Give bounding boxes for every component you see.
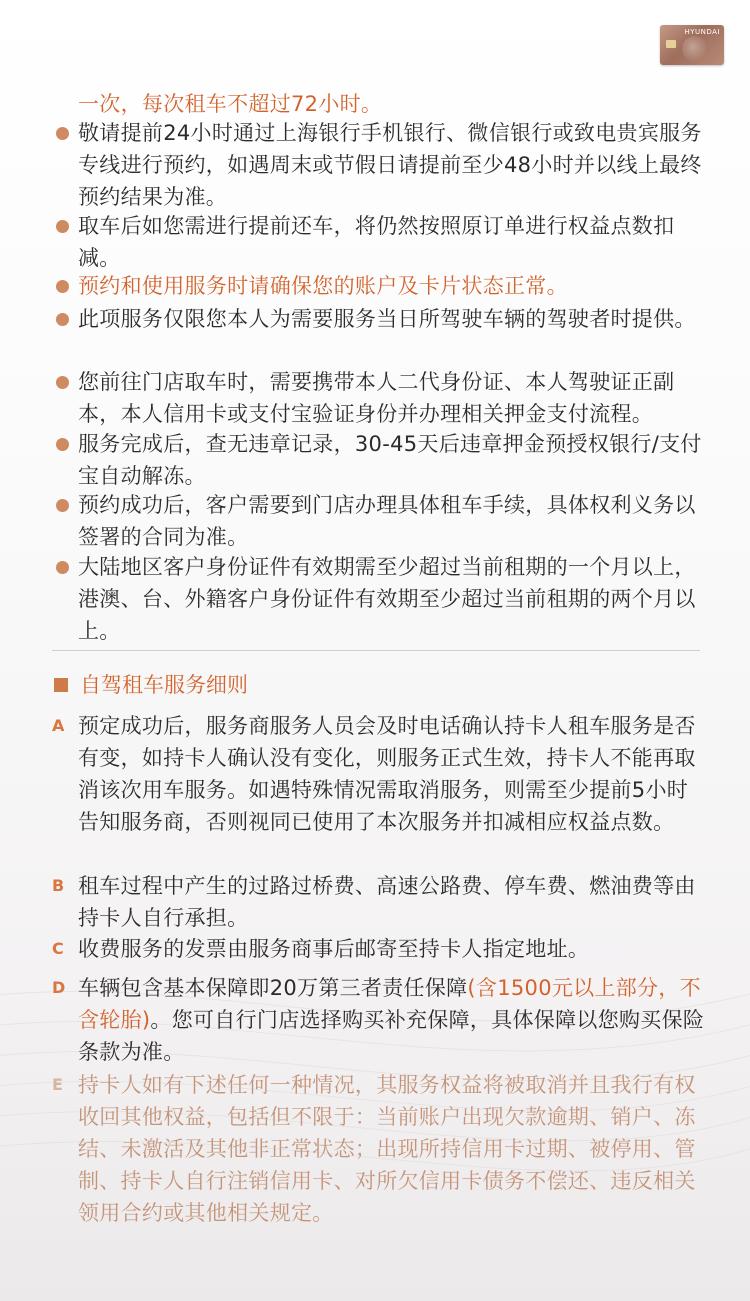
rule-text bbox=[78, 870, 706, 934]
bullet-text bbox=[78, 428, 706, 492]
credit-card-logo bbox=[660, 25, 724, 65]
rule-segment: 租车过程中产生的过路过桥费、高速公路费、停车费、燃油费等由持卡人自行承担。 bbox=[78, 874, 696, 930]
bullet-dot-icon bbox=[56, 220, 69, 233]
rule-segment: 预定成功后，服务商服务人员会及时电话确认持卡人租车服务是否有变，如持卡人确认没有变化，则服务正式生效，持卡人不能再取消该次用车服务。如遇特殊情况需取消服务，则需至少提前5小时告知服务商，否则视同已使用了本次服务并扣减相应权益点数。 bbox=[78, 714, 696, 834]
section-title: 自驾租车服务细则 bbox=[80, 673, 248, 697]
rule-segment: 。您可自行门店选择购买补充保障，具体保障以您购买保险条款为准。 bbox=[78, 1008, 705, 1064]
bullet-dot-icon bbox=[56, 561, 69, 574]
bullet-segment: 预约和使用服务时请确保您的账户及卡片状态正常。 bbox=[78, 274, 568, 298]
bullet-text bbox=[78, 551, 706, 647]
bullet-text bbox=[78, 303, 706, 335]
rule-letter: E bbox=[52, 1075, 64, 1094]
rule-segment-highlight: (含1500元以上部分，不含轮胎) bbox=[78, 976, 701, 1032]
bullet-dot-icon bbox=[56, 313, 69, 326]
rule-letter: A bbox=[52, 716, 65, 735]
bullet-dot-icon bbox=[56, 438, 69, 451]
bullet-dot-icon bbox=[56, 376, 69, 389]
bullet-text bbox=[78, 117, 706, 213]
rule-letter: D bbox=[52, 978, 66, 997]
bullet-segment: 您前往门店取车时，需要携带本人二代身份证、本人驾驶证正副本，本人信用卡或支付宝验证身份并办理相关押金支付流程。 bbox=[78, 370, 675, 426]
lead-line: 一次，每次租车不超过72小时。 bbox=[78, 92, 383, 116]
section-square-icon bbox=[54, 678, 68, 692]
rule-text bbox=[78, 933, 706, 965]
bullet-dot-icon bbox=[56, 280, 69, 293]
bullet-dot-icon bbox=[56, 127, 69, 140]
rule-text bbox=[78, 710, 706, 838]
rule-text bbox=[78, 1069, 706, 1229]
bullet-text bbox=[78, 366, 706, 430]
bullet-segment: 取车后如您需进行提前还车，将仍然按照原订单进行权益点数扣减。 bbox=[78, 214, 675, 270]
bullet-segment: 大陆地区客户身份证件有效期需至少超过当前租期的一个月以上，港澳、台、外籍客户身份证件有效期至少超过当前租期的两个月以上。 bbox=[78, 555, 696, 643]
card-figure-icon bbox=[682, 36, 708, 62]
section-divider bbox=[52, 650, 700, 651]
rule-segment: 持卡人如有下述任何一种情况，其服务权益将被取消并且我行有权收回其他权益，包括但不限于：当前账户出现欠款逾期、销户、冻结、未激活及其他非正常状态；出现所持信用卡过期、被停用、管制、持卡人自行注销信用卡、对所欠信用卡债务不偿还、违反相关领用合约或其他相关规定。 bbox=[78, 1073, 696, 1225]
rule-letter: B bbox=[52, 876, 65, 895]
bullet-segment: 服务完成后，查无违章记录，30-45天后违章押金预授权银行/支付宝自动解冻。 bbox=[78, 432, 702, 488]
bullet-segment: 预约成功后，客户需要到门店办理具体租车手续，具体权利义务以签署的合同为准。 bbox=[78, 493, 696, 549]
bullet-text bbox=[78, 210, 706, 274]
rule-segment: 车辆包含基本保障即20万第三者责任保障 bbox=[78, 976, 468, 1000]
bullet-segment: 此项服务仅限您本人为需要服务当日所驾驶车辆的驾驶者时提供。 bbox=[78, 307, 696, 331]
card-brand-text: HYUNDAI bbox=[684, 28, 720, 36]
rule-letter: C bbox=[52, 939, 65, 958]
card-chip-icon bbox=[666, 40, 676, 48]
bullet-segment: 敬请提前24小时通过上海银行手机银行、微信银行或致电贵宾服务专线进行预约，如遇周末或节假日请提前至少48小时并以线上最终预约结果为准。 bbox=[78, 121, 702, 209]
bullet-dot-icon bbox=[56, 499, 69, 512]
bullet-text bbox=[78, 270, 706, 302]
rule-segment: 收费服务的发票由服务商事后邮寄至持卡人指定地址。 bbox=[78, 937, 590, 961]
bullet-text bbox=[78, 489, 706, 553]
rule-text bbox=[78, 972, 706, 1068]
